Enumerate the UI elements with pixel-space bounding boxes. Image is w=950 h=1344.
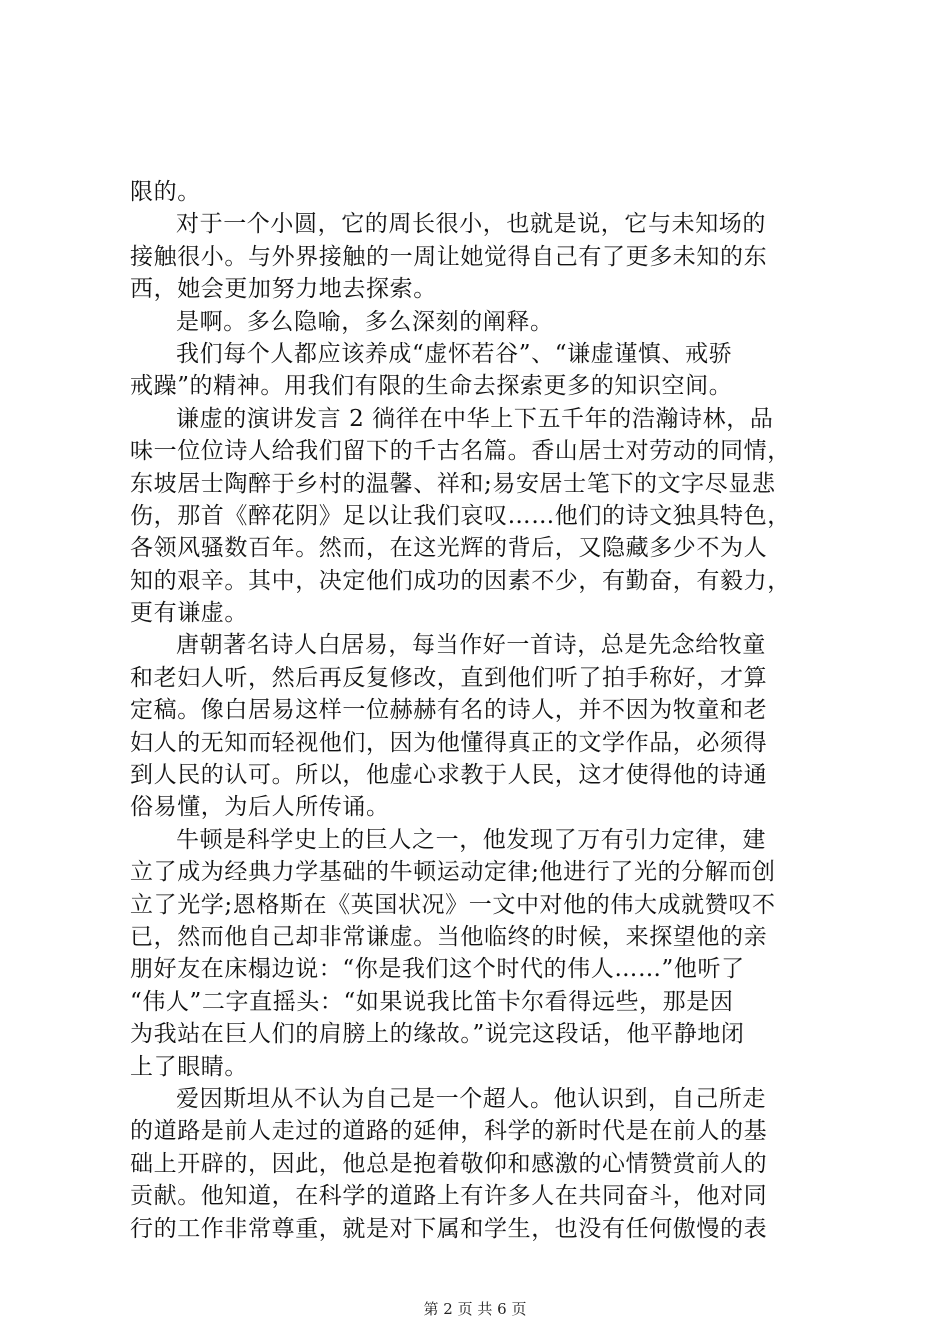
- page-number-footer: 第 2 页 共 6 页: [423, 1300, 527, 1318]
- text-line: 我们每个人都应该养成“虚怀若谷”、“谦虚谨慎、戒骄: [176, 340, 733, 367]
- text-line: 贡献。他知道，在科学的道路上有许多人在共同奋斗，他对同: [130, 1183, 768, 1210]
- text-line: “伟人”二字直摇头：“如果说我比笛卡尔看得远些，那是因: [130, 988, 734, 1015]
- text-line: 和老妇人听，然后再反复修改，直到他们听了拍手称好，才算: [130, 664, 768, 691]
- text-line: 戒躁”的精神。用我们有限的生命去探索更多的知识空间。: [130, 373, 733, 400]
- text-line: 到人民的认可。所以，他虚心求教于人民，这才使得他的诗通: [130, 762, 768, 789]
- text-line: 立了成为经典力学基础的牛顿运动定律;他进行了光的分解而创: [130, 859, 776, 886]
- document-body: [130, 176, 835, 1245]
- text-line: 的道路是前人走过的道路的延伸，科学的新时代是在前人的基: [130, 1118, 768, 1145]
- text-line: 妇人的无知而轻视他们，因为他懂得真正的文学作品，必须得: [130, 729, 768, 756]
- text-line: 行的工作非常尊重，就是对下属和学生，也没有任何傲慢的表: [130, 1215, 768, 1242]
- text-line: 为我站在巨人们的肩膀上的缘故。”说完这段话，他平静地闭: [130, 1021, 745, 1048]
- text-line: 已，然而他自己却非常谦虚。当他临终的时候，来探望他的亲: [130, 923, 768, 950]
- text-line: 味一位位诗人给我们留下的千古名篇。香山居士对劳动的同情，: [130, 438, 791, 465]
- text-line: 唐朝著名诗人白居易，每当作好一首诗，总是先念给牧童: [176, 632, 766, 659]
- text-line: 各领风骚数百年。然而，在这光辉的背后，又隐藏多少不为人: [130, 535, 768, 562]
- text-line: 俗易懂，为后人所传诵。: [130, 794, 390, 821]
- text-line: 定稿。像白居易这样一位赫赫有名的诗人，并不因为牧童和老: [130, 697, 768, 724]
- text-line: 上了眼睛。: [130, 1053, 248, 1080]
- text-line: 是啊。多么隐喻，多么深刻的阐释。: [176, 308, 554, 335]
- text-line: 爱因斯坦从不认为自己是一个超人。他认识到，自己所走: [176, 1085, 766, 1112]
- text-line: 谦虚的演讲发言 2 徜徉在中华上下五千年的浩瀚诗林，品: [176, 405, 774, 432]
- text-line: 牛顿是科学史上的巨人之一，他发现了万有引力定律，建: [176, 826, 766, 853]
- text-line: 东坡居士陶醉于乡村的温馨、祥和;易安居士笔下的文字尽显悲: [130, 470, 776, 497]
- text-line: 更有谦虚。: [130, 600, 248, 627]
- text-line: 立了光学;恩格斯在《英国状况》一文中对他的伟大成就赞叹不: [130, 891, 776, 918]
- text-line: 朋好友在床榻边说：“你是我们这个时代的伟人……”他听了: [130, 956, 745, 983]
- text-line: 伤，那首《醉花阴》足以让我们哀叹……他们的诗文独具特色，: [130, 502, 791, 529]
- text-line: 西，她会更加努力地去探索。: [130, 276, 437, 303]
- text-line: 对于一个小圆，它的周长很小，也就是说，它与未知场的: [176, 211, 766, 238]
- text-line: 知的艰辛。其中，决定他们成功的因素不少，有勤奋，有毅力，: [130, 567, 791, 594]
- text-line: 接触很小。与外界接触的一周让她觉得自己有了更多未知的东: [130, 243, 768, 270]
- text-line: 限的。: [130, 179, 201, 205]
- text-line: 础上开辟的，因此，他总是抱着敬仰和感激的心情赞赏前人的: [130, 1150, 768, 1177]
